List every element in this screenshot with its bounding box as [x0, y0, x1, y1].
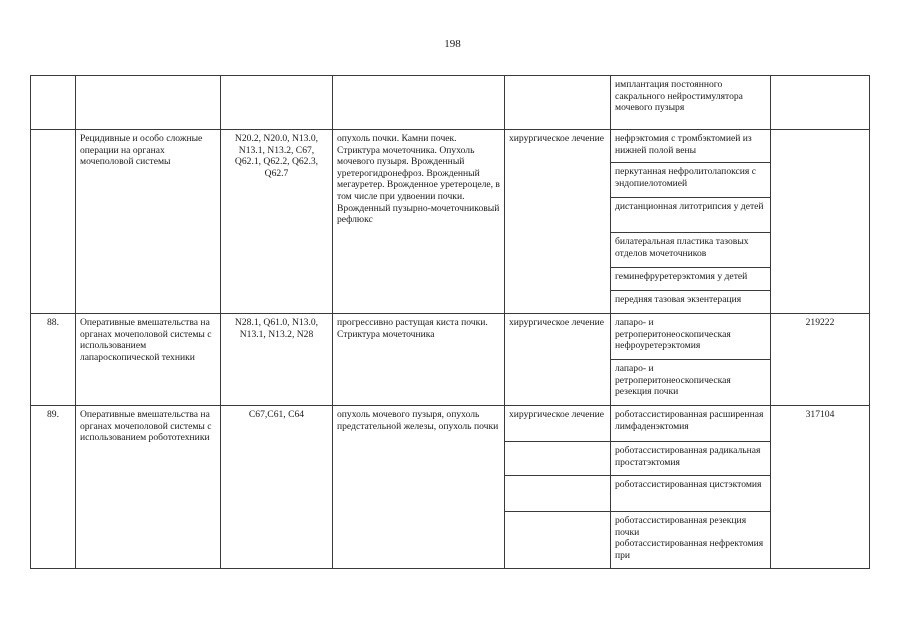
treatment-cell: хирургическое лечение [505, 130, 611, 314]
treatment-cell: хирургическое лечение [505, 406, 611, 442]
price-cell [771, 76, 870, 130]
method-cell: роботассистированная цистэктомия [611, 476, 771, 512]
table-row [31, 130, 870, 163]
model-cell: опухоль почки. Камни почек. Стриктура мочеточника. Опухоль мочевого пузыря. Врожденный уретерогидронефроз. Врожденный мегауретер. Врожденное уретероцеле, в том числе при удвоении почки. Врожденный пузырно-мочеточниковый рефлюкс [333, 130, 505, 314]
codes-cell [221, 76, 333, 130]
method-cell: роботассистированная расширенная лимфаденэктомия [611, 406, 771, 442]
price-cell: 219222 [771, 314, 870, 406]
method-cell: геминефруретерэктомия у детей [611, 268, 771, 291]
method-cell: билатеральная пластика тазовых отделов мочеточников [611, 233, 771, 268]
codes-cell: N20.2, N20.0, N13.0, N13.1, N13.2, C67, Q62.1, Q62.2, Q62.3, Q62.7 [221, 130, 333, 314]
name-cell: Оперативные вмешательства на органах мочеполовой системы с использованием лапароскопической техники [76, 314, 221, 406]
num-cell: 89. [31, 406, 76, 569]
table-row [31, 76, 870, 130]
model-cell [333, 76, 505, 130]
method-cell: перкутанная нефролитолапоксия с эндопиелотомией [611, 163, 771, 198]
method-cell: дистанционная литотрипсия у детей [611, 198, 771, 233]
name-cell: Рецидивные и особо сложные операции на органах мочеполовой системы [76, 130, 221, 314]
treatment-cell [505, 512, 611, 569]
price-cell [771, 130, 870, 314]
table-row [31, 314, 870, 360]
codes-cell: N28.1, Q61.0, N13.0, N13.1, N13.2, N28 [221, 314, 333, 406]
method-cell: роботассистированная радикальная простатэктомия [611, 442, 771, 476]
model-cell: опухоль мочевого пузыря, опухоль предстательной железы, опухоль почки [333, 406, 505, 569]
method-cell: имплантация постоянного сакрального нейростимулятора мочевого пузыря [611, 76, 771, 130]
treatment-cell [505, 476, 611, 512]
treatment-cell: хирургическое лечение [505, 314, 611, 406]
method-cell [611, 512, 771, 569]
price-cell: 317104 [771, 406, 870, 569]
method-cell: передняя тазовая экзентерация [611, 291, 771, 314]
model-cell: прогрессивно растущая киста почки. Стриктура мочеточника [333, 314, 505, 406]
procedures-table [30, 75, 870, 569]
treatment-cell [505, 76, 611, 130]
name-cell: Оперативные вмешательства на органах мочеполовой системы с использованием робототехники [76, 406, 221, 569]
codes-cell: C67,C61, C64 [221, 406, 333, 569]
name-cell [76, 76, 221, 130]
num-cell [31, 130, 76, 314]
method-cell: нефрэктомия с тромбэктомией из нижней полой вены [611, 130, 771, 163]
page-number: 198 [444, 38, 461, 50]
num-cell [31, 76, 76, 130]
method-line: роботассистированная нефректомия при [615, 538, 764, 561]
treatment-cell [505, 442, 611, 476]
table-row [31, 406, 870, 442]
num-cell: 88. [31, 314, 76, 406]
method-cell: лапаро- и ретроперитонеоскопическая нефроуретерэктомия [611, 314, 771, 360]
method-cell: лапаро- и ретроперитонеоскопическая резекция почки [611, 360, 771, 406]
method-line: роботассистированная резекция почки [615, 515, 747, 538]
